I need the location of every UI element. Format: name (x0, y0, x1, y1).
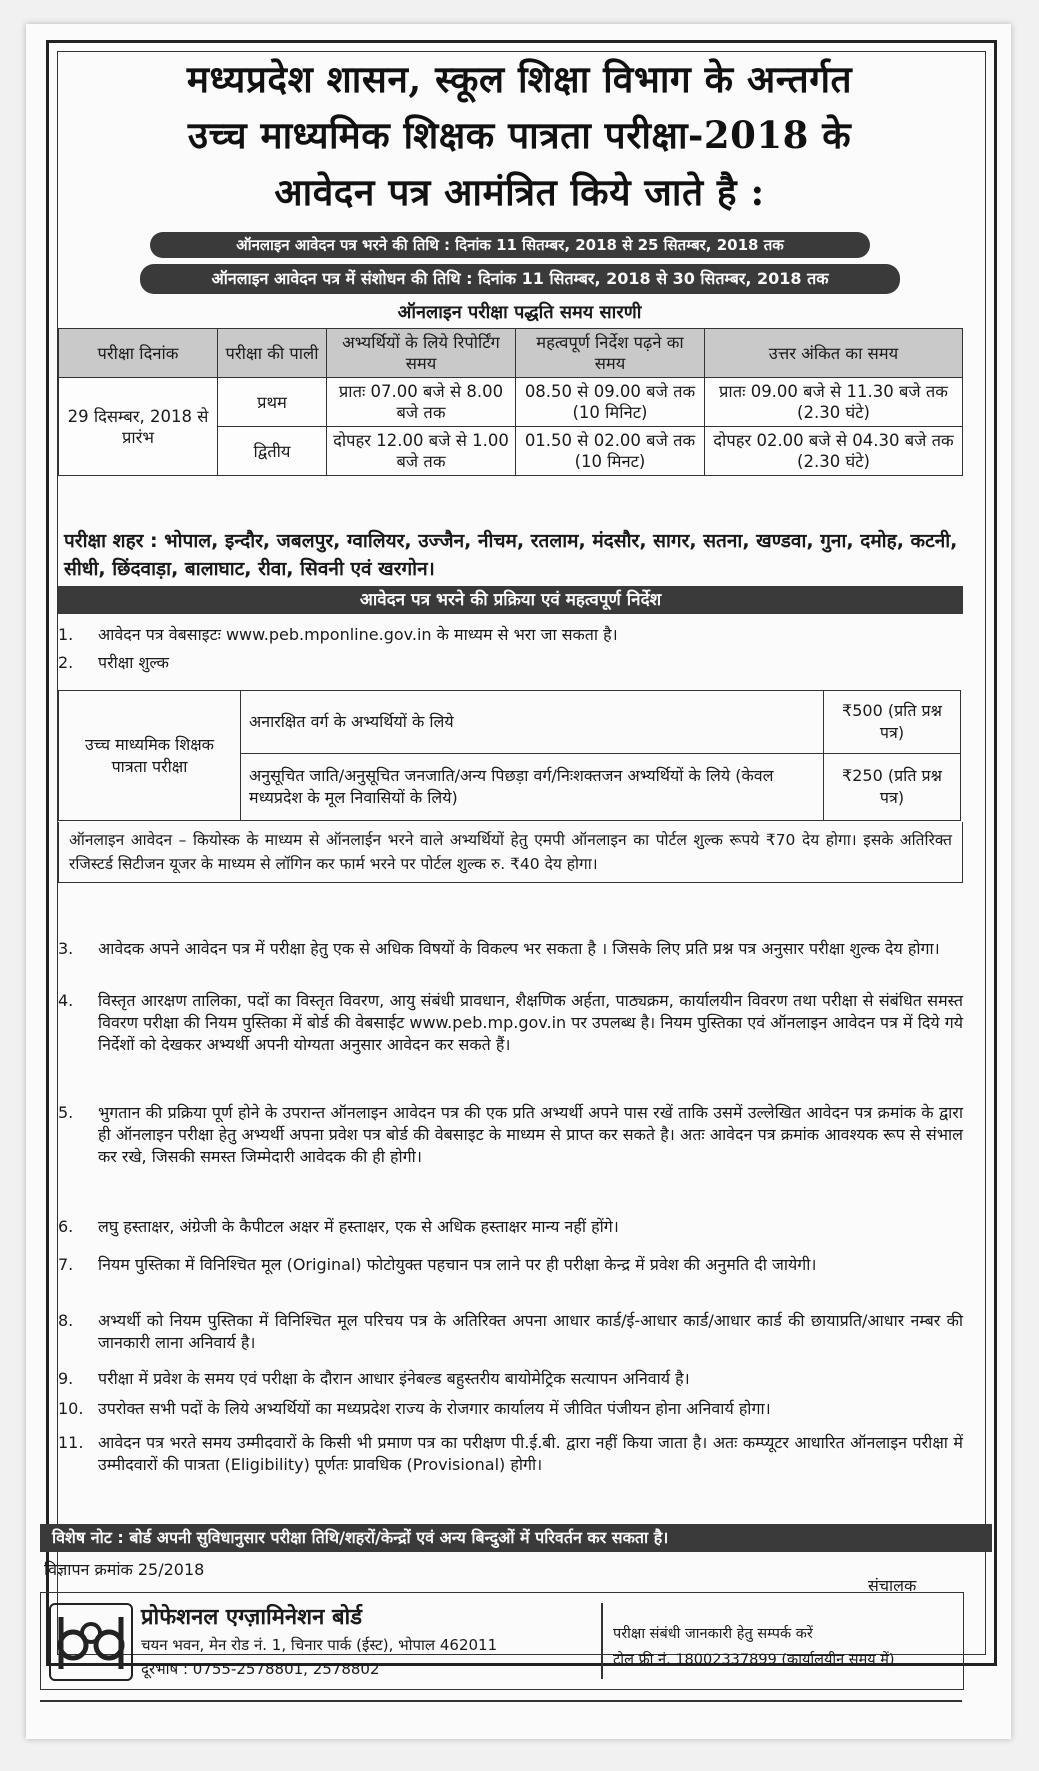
shift-cell: प्रथम (218, 378, 327, 427)
procedure-title: आवेदन पत्र भरने की प्रक्रिया एवं महत्वपूर्ण निर्देश (58, 586, 963, 614)
peb-logo-icon (49, 1603, 133, 1681)
header-reporting: अभ्यर्थियों के लिये रिपोर्टिंग समय (327, 329, 516, 378)
item-text: परीक्षा में प्रवेश के समय एवं परीक्षा के दौरान आधार इंनेबल्ड बहुस्तरीय बायोमेट्रिक सत्यापन अनिवार्य है। (98, 1369, 690, 1388)
item-number: 10. (58, 1399, 84, 1418)
exam-date-cell: 29 दिसम्बर, 2018 से प्रारंभ (59, 378, 218, 476)
item-text: अभ्यर्थी को नियम पुस्तिका में विनिश्चित मूल परिचय पत्र के अतिरिक्त अपना आधार कार्ड/ई-आधार कार्ड/आधार कार्ड की छायाप्रति/आधार नम्बर की जानकारी लाना अनिवार्य है। (98, 1311, 963, 1352)
item-number: 5. (58, 1103, 74, 1122)
reporting-cell: दोपहर 12.00 बजे से 1.00 बजे तक (327, 427, 516, 476)
fee-table (58, 690, 961, 821)
fee-reserved-desc: अनुसूचित जाति/अनुसूचित जनजाति/अन्य पिछड़ा वर्ग/निःशक्तजन अभ्यर्थियों के लिये (केवल मध्यप्रदेश के मूल निवासियों के लिये) (241, 754, 824, 821)
correction-date-banner: ऑनलाइन आवेदन पत्र में संशोधन की तिथि : दिनांक 11 सितम्बर, 2018 से 30 सितम्बर, 2018 तक (140, 264, 900, 294)
list-item (58, 1310, 963, 1354)
portal-fee-note: ऑनलाइन आवेदन – कियोस्क के माध्यम से ऑनलाईन भरने वाले अभ्यर्थियों हेतु एमपी ऑनलाइन का पोर्टल शुल्क रूपये ₹70 देय होगा। इसके अतिरिक्त रजिस्टर्ड सिटीजन यूजर के माध्यम से लॉगिन कर फार्म भरने पर पोर्टल शुल्क रु. ₹40 देय होगा। (58, 822, 963, 883)
item-text: नियम पुस्तिका में विनिश्चित मूल (Original) फोटोयुक्त पहचान पत्र लाने पर ही परीक्षा केन्द्र में प्रवेश की अनुमति दी जायेगी। (98, 1255, 817, 1274)
item-number: 7. (58, 1255, 74, 1274)
heading-line-1: मध्यप्रदेश शासन, स्कूल शिक्षा विभाग के अन्तर्गत (186, 57, 853, 101)
item-number: 3. (58, 939, 74, 958)
item-number: 4. (58, 991, 74, 1010)
list-item (58, 1216, 963, 1238)
instructions-cell: 01.50 से 02.00 बजे तक (10 मिनट) (516, 427, 705, 476)
list-item (58, 1254, 963, 1276)
list-item (58, 1432, 963, 1476)
special-note-banner: विशेष नोट : बोर्ड अपनी सुविधानुसार परीक्षा तिथि/शहरों/केन्द्रों एवं अन्य बिन्दुओं में परिवर्तन कर सकता है। (40, 1524, 992, 1552)
instructions-cell: 08.50 से 09.00 बजे तक (10 मिनिट) (516, 378, 705, 427)
table-row (59, 691, 961, 754)
toll-free-number: टोल फ्री नं. 18002337899 (कार्यालयीन समय में) (613, 1652, 895, 1668)
item-text: विस्तृत आरक्षण तालिका, पदों का विस्तृत विवरण, आयु संबंधी प्रावधान, शैक्षणिक अर्हता, पाठ्यक्रम, कार्यालयीन विवरण तथा परीक्षा से संबंधित समस्त विवरण परीक्षा की नियम पुस्तिका में बोर्ड की वेबसाईट www.peb.mp.gov.in पर उपलब्ध है। नियम पुस्तिका एवं ऑनलाइन आवेदन पत्र में दिये गये निर्देशों को देखकर अभ्यर्थी अपनी योग्यता अनुसार आवेदन कर सकते हैं। (98, 991, 963, 1054)
item-number: 9. (58, 1369, 74, 1388)
list-item (58, 652, 963, 674)
item-text: परीक्षा शुल्क (98, 653, 169, 672)
fee-exam-name: उच्च माध्यमिक शिक्षक पात्रता परीक्षा (59, 691, 241, 821)
footer-divider (601, 1603, 603, 1679)
fee-reserved-amount: ₹250 (प्रति प्रश्न पत्र) (824, 754, 961, 821)
item-number: 8. (58, 1311, 74, 1330)
answer-cell: दोपहर 02.00 बजे से 04.30 बजे तक (2.30 घंटे) (705, 427, 963, 476)
item-number: 6. (58, 1217, 74, 1236)
item-text: आवेदक अपने आवेदन पत्र में परीक्षा हेतु एक से अधिक विषयों के विकल्प भर सकता है । जिसके लिए प्रति प्रश्न पत्र अनुसार परीक्षा शुल्क देय होगा। (98, 939, 940, 958)
header-shift: परीक्षा की पाली (218, 329, 327, 378)
item-number: 11. (58, 1433, 84, 1452)
exam-cities: परीक्षा शहर : भोपाल, इन्दौर, जबलपुर, ग्वालियर, उज्जैन, नीचम, रतलाम, मंदसौर, सागर, सतना, खण्डवा, गुना, दमोह, कटनी, सीधी, छिंदवाड़ा, बालाघाट, रीवा, सिवनी एवं खरगोन। (64, 530, 958, 580)
apply-date-banner: ऑनलाइन आवेदन पत्र भरने की तिथि : दिनांक 11 सितम्बर, 2018 से 25 सितम्बर, 2018 तक (150, 232, 870, 258)
heading-line-2: उच्च माध्यमिक शिक्षक पात्रता परीक्षा-2018 के (187, 113, 852, 157)
list-item (58, 624, 963, 646)
item-text: भुगतान की प्रक्रिया पूर्ण होने के उपरान्त ऑनलाइन आवेदन पत्र की एक प्रति अभ्यर्थी अपने पास रखें ताकि उसमें उल्लेखित आवेदन पत्र क्रमांक के द्वारा ही ऑनलाइन परीक्षा हेतु अभ्यर्थी अपना प्रवेश पत्र बोर्ड की वेबसाइट के माध्यम से प्राप्त कर सकते है। अतः आवेदन पत्र क्रमांक आवश्यक रूप से संभाल कर रखे, जिसकी समस्त जिम्मेदारी आवेदक की ही होगी। (98, 1103, 963, 1166)
reporting-cell: प्रातः 07.00 बजे से 8.00 बजे तक (327, 378, 516, 427)
list-item (58, 1368, 963, 1390)
item-text: उपरोक्त सभी पदों के लिये अभ्यर्थियों का मध्यप्रदेश राज्य के रोजगार कार्यालय में जीवित पंजीयन होना अनिवार्य होगा। (98, 1399, 771, 1418)
schedule-title: ऑनलाइन परीक्षा पद्धति समय सारणी (397, 302, 642, 323)
header-answer-time: उत्तर अंकित का समय (705, 329, 963, 378)
fee-general-amount: ₹500 (प्रति प्रश्न पत्र) (824, 691, 961, 754)
contact-label: परीक्षा संबंधी जानकारी हेतु सम्पर्क करें (613, 1626, 813, 1642)
organization-name: प्रोफेशनल एग्ज़ामिनेशन बोर्ड (141, 1605, 362, 1630)
item-number: 1. (58, 625, 74, 644)
organization-phone: दूरभाष : 0755-2578801, 2578802 (141, 1660, 380, 1678)
heading-line-3: आवेदन पत्र आमंत्रित किये जाते है : (274, 170, 765, 214)
answer-cell: प्रातः 09.00 बजे से 11.30 बजे तक (2.30 घंटे) (705, 378, 963, 427)
list-item (58, 1398, 963, 1420)
schedule-header-row (59, 329, 963, 378)
schedule-table (58, 328, 963, 476)
bottom-rule (40, 1700, 962, 1702)
fee-general-desc: अनारक्षित वर्ग के अभ्यर्थियों के लिये (241, 691, 824, 754)
item-number: 2. (58, 653, 74, 672)
organization-address: चयन भवन, मेन रोड नं. 1, चिनार पार्क (ईस्ट), भोपाल 462011 (141, 1636, 498, 1654)
ad-number: विज्ञापन क्रमांक 25/2018 (44, 1560, 205, 1579)
footer-box (40, 1592, 964, 1690)
header-exam-date: परीक्षा दिनांक (59, 329, 218, 378)
shift-cell: द्वितीय (218, 427, 327, 476)
director-label: संचालक (868, 1576, 917, 1595)
item-text: लघु हस्ताक्षर, अंग्रेजी के कैपीटल अक्षर में हस्ताक्षर, एक से अधिक हस्ताक्षर मान्य नहीं होंगे। (98, 1217, 619, 1236)
list-item (58, 1102, 963, 1168)
header-instructions: महत्वपूर्ण निर्देश पढ़ने का समय (516, 329, 705, 378)
item-text: आवेदन पत्र वेबसाइटः www.peb.mponline.gov.in के माध्यम से भरा जा सकता है। (98, 625, 618, 644)
list-item (58, 938, 963, 960)
item-text: आवेदन पत्र भरते समय उम्मीदवारों के किसी भी प्रमाण पत्र का परीक्षण पी.ई.बी. द्वारा नहीं किया जाता है। अतः कम्प्यूटर आधारित ऑनलाइन परीक्षा में उम्मीदवारों की पात्रता (Eligibility) पूर्णतः प्रावधिक (Provisional) होगी। (98, 1433, 963, 1474)
list-item (58, 990, 963, 1056)
table-row (59, 378, 963, 427)
